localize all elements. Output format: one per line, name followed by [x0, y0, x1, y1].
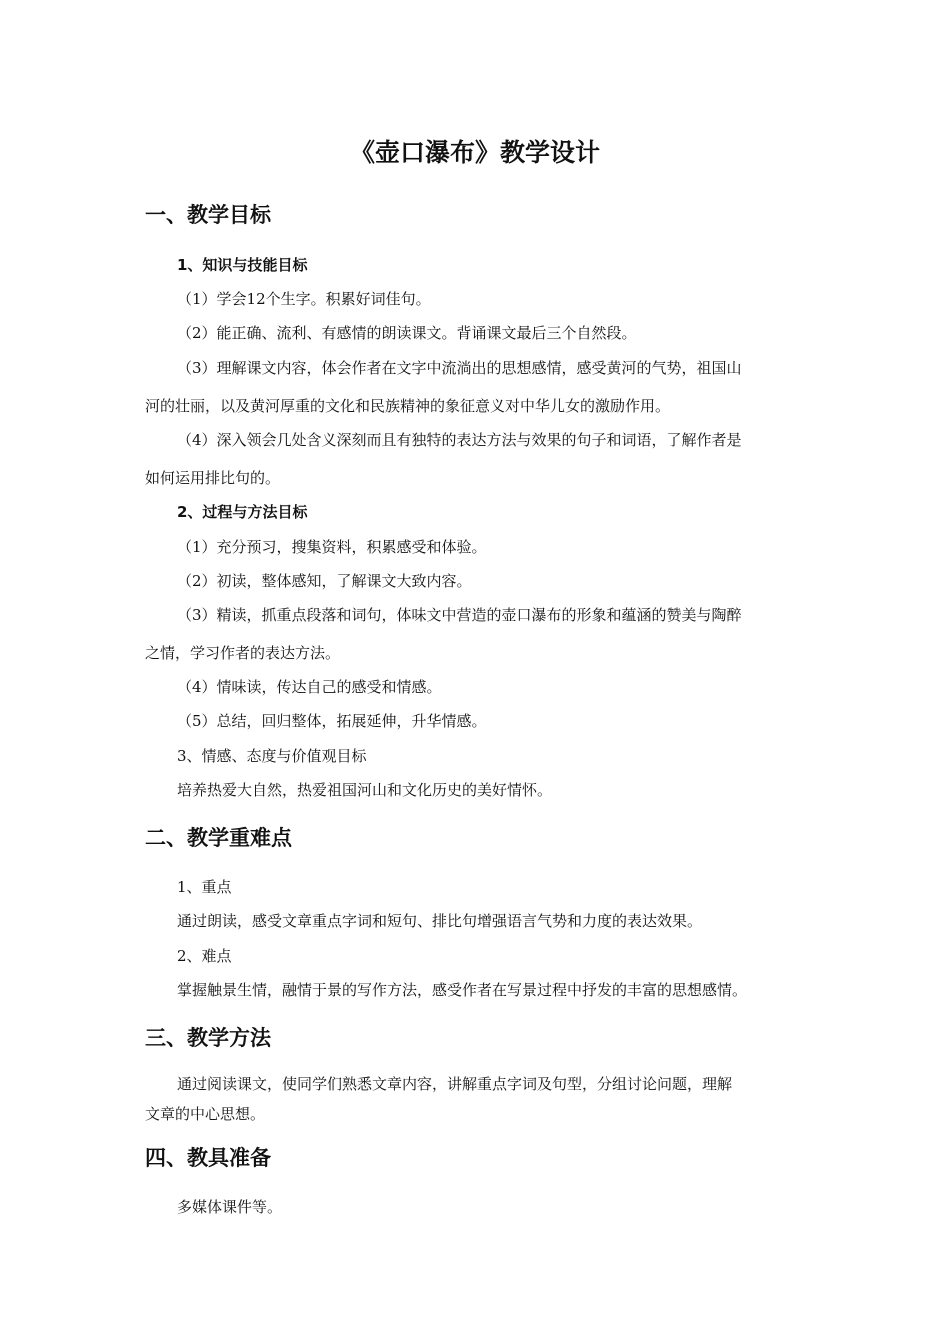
subsection-heading-difficulty: 2、难点 [177, 947, 232, 965]
materials-text: 多媒体课件等。 [177, 1198, 283, 1216]
subsection-heading-knowledge: 1、知识与技能目标 [177, 256, 308, 274]
objective-item-line: 如何运用排比句的。 [145, 469, 281, 487]
objective-item: （2）能正确、流利、有感情的朗读课文。背诵课文最后三个自然段。 [177, 324, 637, 342]
subsection-heading-process: 2、过程与方法目标 [177, 503, 308, 521]
objective-item: （4）情味读，传达自己的感受和情感。 [177, 678, 442, 696]
objective-item-line: （4）深入领会几处含义深刻而且有独特的表达方法与效果的句子和词语，了解作者是 [177, 431, 742, 449]
key-point-text: 通过朗读，感受文章重点字词和短句、排比句增强语言气势和力度的表达效果。 [177, 912, 703, 930]
key-point-text: 掌握触景生情，融情于景的写作方法，感受作者在写景过程中抒发的丰富的思想感情。 [177, 981, 748, 999]
objective-item: （1）学会12个生字。积累好词佳句。 [177, 290, 431, 308]
objective-item-line: （3）理解课文内容，体会作者在文字中流淌出的思想感情，感受黄河的气势，祖国山 [177, 359, 742, 377]
objective-item-line: 河的壮丽，以及黄河厚重的文化和民族精神的象征意义对中华儿女的激励作用。 [145, 397, 671, 415]
objective-item: （1）充分预习，搜集资料，积累感受和体验。 [177, 538, 487, 556]
subsection-heading-focus: 1、重点 [177, 878, 232, 896]
subsection-heading-values: 3、情感、态度与价值观目标 [177, 747, 367, 765]
objective-item: （2）初读，整体感知，了解课文大致内容。 [177, 572, 472, 590]
objective-item: 培养热爱大自然，热爱祖国河山和文化历史的美好情怀。 [177, 781, 553, 799]
objective-item-line: 之情，学习作者的表达方法。 [145, 644, 341, 662]
methods-text-line: 文章的中心思想。 [145, 1105, 266, 1123]
document-title: 《壶口瀑布》教学设计 [349, 138, 600, 167]
section-heading-key-points: 二、教学重难点 [145, 826, 292, 850]
objective-item-line: （3）精读，抓重点段落和词句，体味文中营造的壶口瀑布的形象和蕴涵的赞美与陶醉 [177, 606, 742, 624]
section-heading-materials: 四、教具准备 [145, 1146, 271, 1170]
section-heading-methods: 三、教学方法 [145, 1026, 271, 1050]
methods-text-line: 通过阅读课文，使同学们熟悉文章内容，讲解重点字词及句型，分组讨论问题，理解 [177, 1075, 733, 1093]
objective-item: （5）总结，回归整体，拓展延伸，升华情感。 [177, 712, 487, 730]
section-heading-objectives: 一、教学目标 [145, 203, 271, 227]
